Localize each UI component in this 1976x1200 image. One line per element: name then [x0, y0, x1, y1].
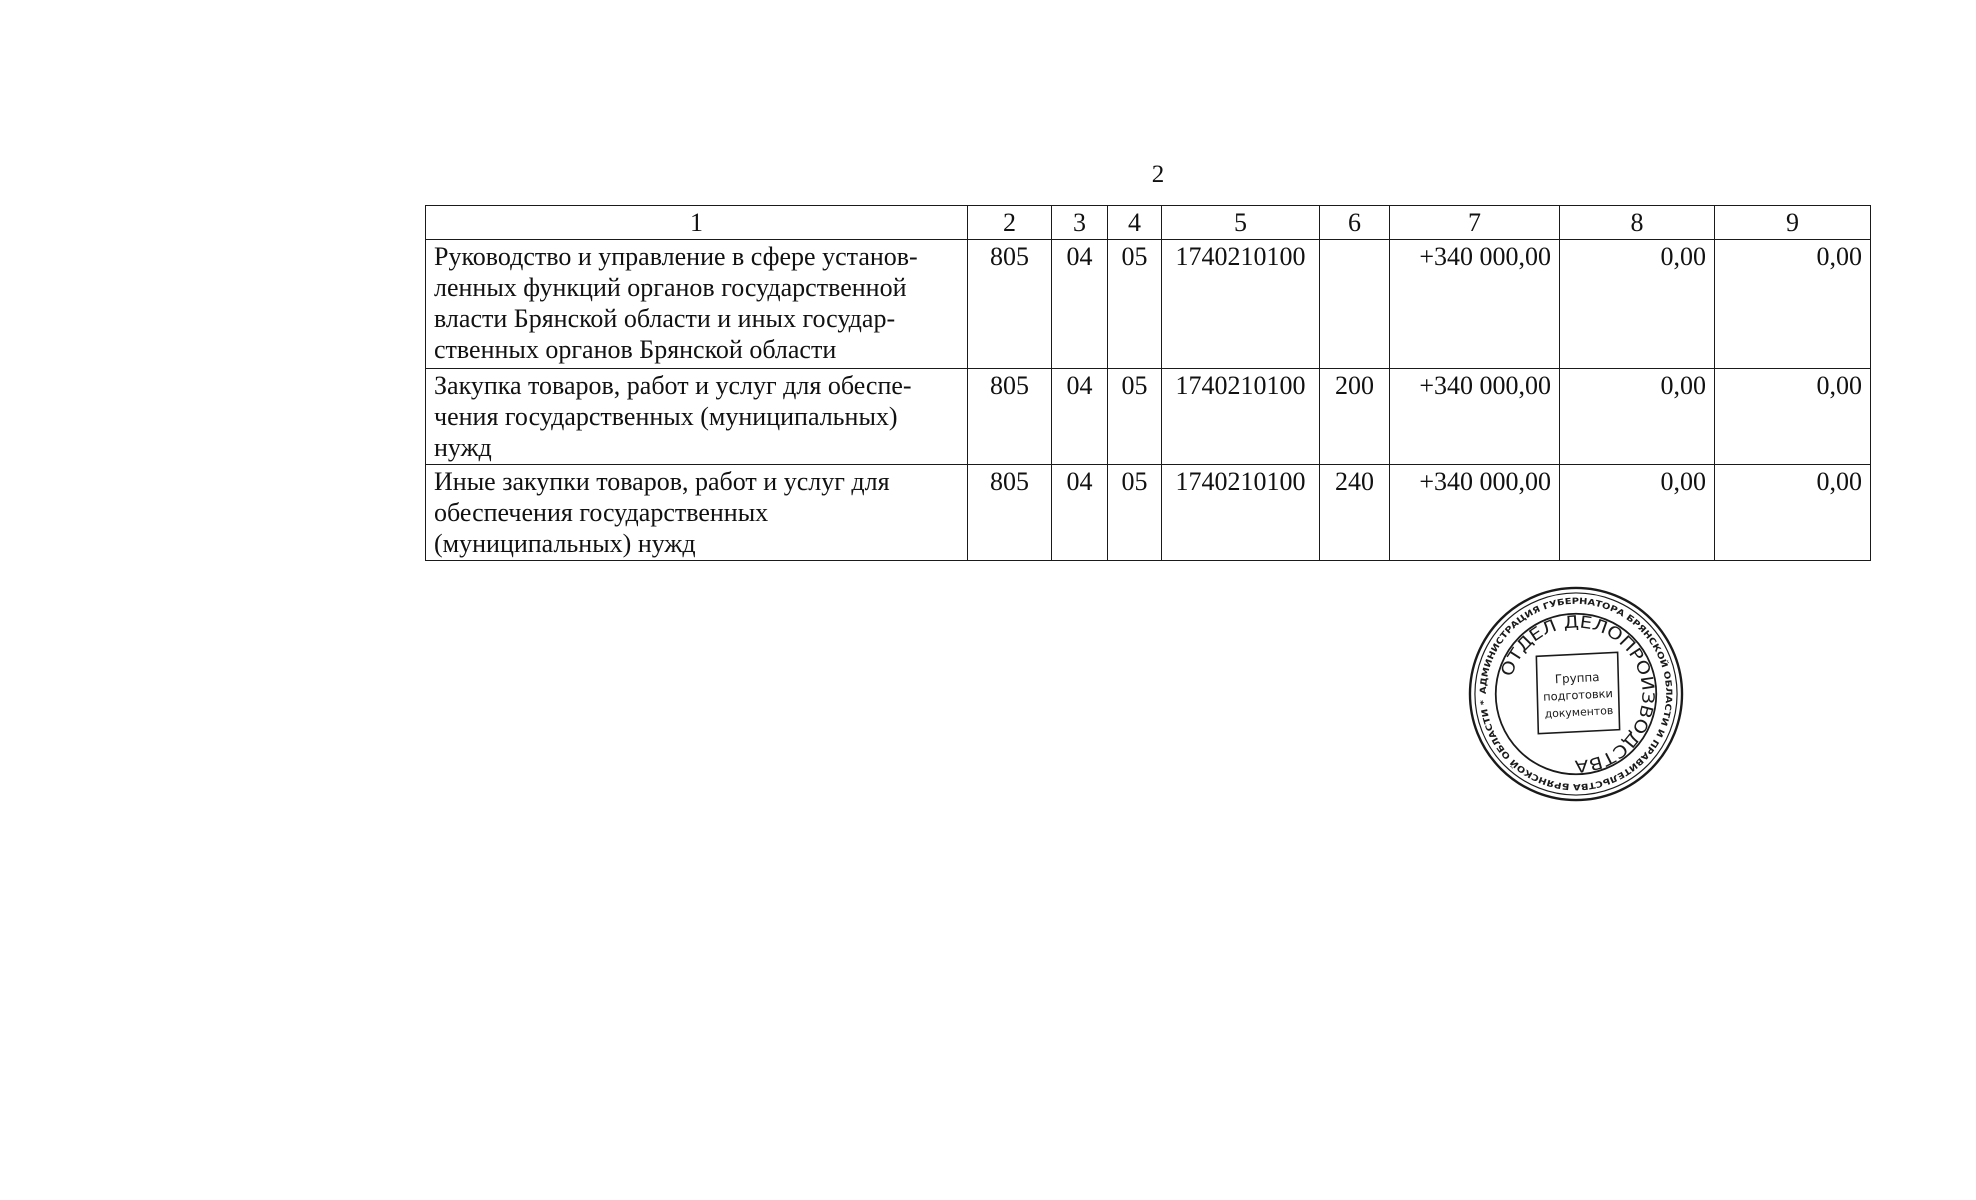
section-code: 04: [1052, 465, 1108, 561]
subsection-code: 05: [1108, 465, 1162, 561]
subsection-code: 05: [1108, 369, 1162, 465]
target-article-code: 1740210100: [1162, 369, 1320, 465]
amount-col8: 0,00: [1560, 465, 1715, 561]
amount-col8: 0,00: [1560, 240, 1715, 369]
column-number-2: 2: [968, 206, 1052, 240]
table-header-row: [426, 206, 1871, 240]
stamp-center-line-3: документов: [1544, 703, 1614, 721]
ministry-code: 805: [968, 369, 1052, 465]
expense-type-code: [1320, 240, 1390, 369]
section-code: 04: [1052, 240, 1108, 369]
expense-type-code: 200: [1320, 369, 1390, 465]
ministry-code: 805: [968, 240, 1052, 369]
target-article-code: 1740210100: [1162, 240, 1320, 369]
column-number-5: 5: [1162, 206, 1320, 240]
table-row: [426, 240, 1871, 369]
ministry-code: 805: [968, 465, 1052, 561]
subsection-code: 05: [1108, 240, 1162, 369]
row-description: Иные закупки товаров, работ и услуг для обеспечения государственных (муниципальных) нужд: [426, 465, 968, 561]
stamp-center-line-1: Группа: [1554, 669, 1600, 687]
amount-col9: 0,00: [1715, 240, 1871, 369]
amount-col7: +340 000,00: [1390, 465, 1560, 561]
amount-col7: +340 000,00: [1390, 240, 1560, 369]
column-number-6: 6: [1320, 206, 1390, 240]
amount-col7: +340 000,00: [1390, 369, 1560, 465]
row-description: Закупка товаров, работ и услуг для обеспе-чения государственных (муниципальных) нужд: [426, 369, 968, 465]
stamp-outer-text-path: АДМИНИСТРАЦИЯ ГУБЕРНАТОРА БРЯНСКОЙ ОБЛАСТИ И ПРАВИТЕЛЬСТВА БРЯНСКОЙ ОБЛАСТИ *: [1478, 596, 1674, 792]
budget-table: [425, 205, 1871, 561]
amount-col9: 0,00: [1715, 465, 1871, 561]
row-description: Руководство и управление в сфере установ-ленных функций органов государственной власти Брянской области и иных государ-ственных органов Брянской области: [426, 240, 968, 369]
column-number-4: 4: [1108, 206, 1162, 240]
column-number-7: 7: [1390, 206, 1560, 240]
stamp-center-line-2: подготовки: [1542, 686, 1614, 704]
office-stamp: [1467, 585, 1685, 803]
column-number-1: 1: [426, 206, 968, 240]
stamp-middle-text-path: ОТДЕЛ ДЕЛОПРОИЗВОДСТВА: [1496, 611, 1659, 777]
column-number-8: 8: [1560, 206, 1715, 240]
table-row: [426, 369, 1871, 465]
page-number: 2: [1151, 161, 1165, 188]
table-row: [426, 465, 1871, 561]
target-article-code: 1740210100: [1162, 465, 1320, 561]
column-number-9: 9: [1715, 206, 1871, 240]
amount-col9: 0,00: [1715, 369, 1871, 465]
amount-col8: 0,00: [1560, 369, 1715, 465]
column-number-3: 3: [1052, 206, 1108, 240]
expense-type-code: 240: [1320, 465, 1390, 561]
section-code: 04: [1052, 369, 1108, 465]
